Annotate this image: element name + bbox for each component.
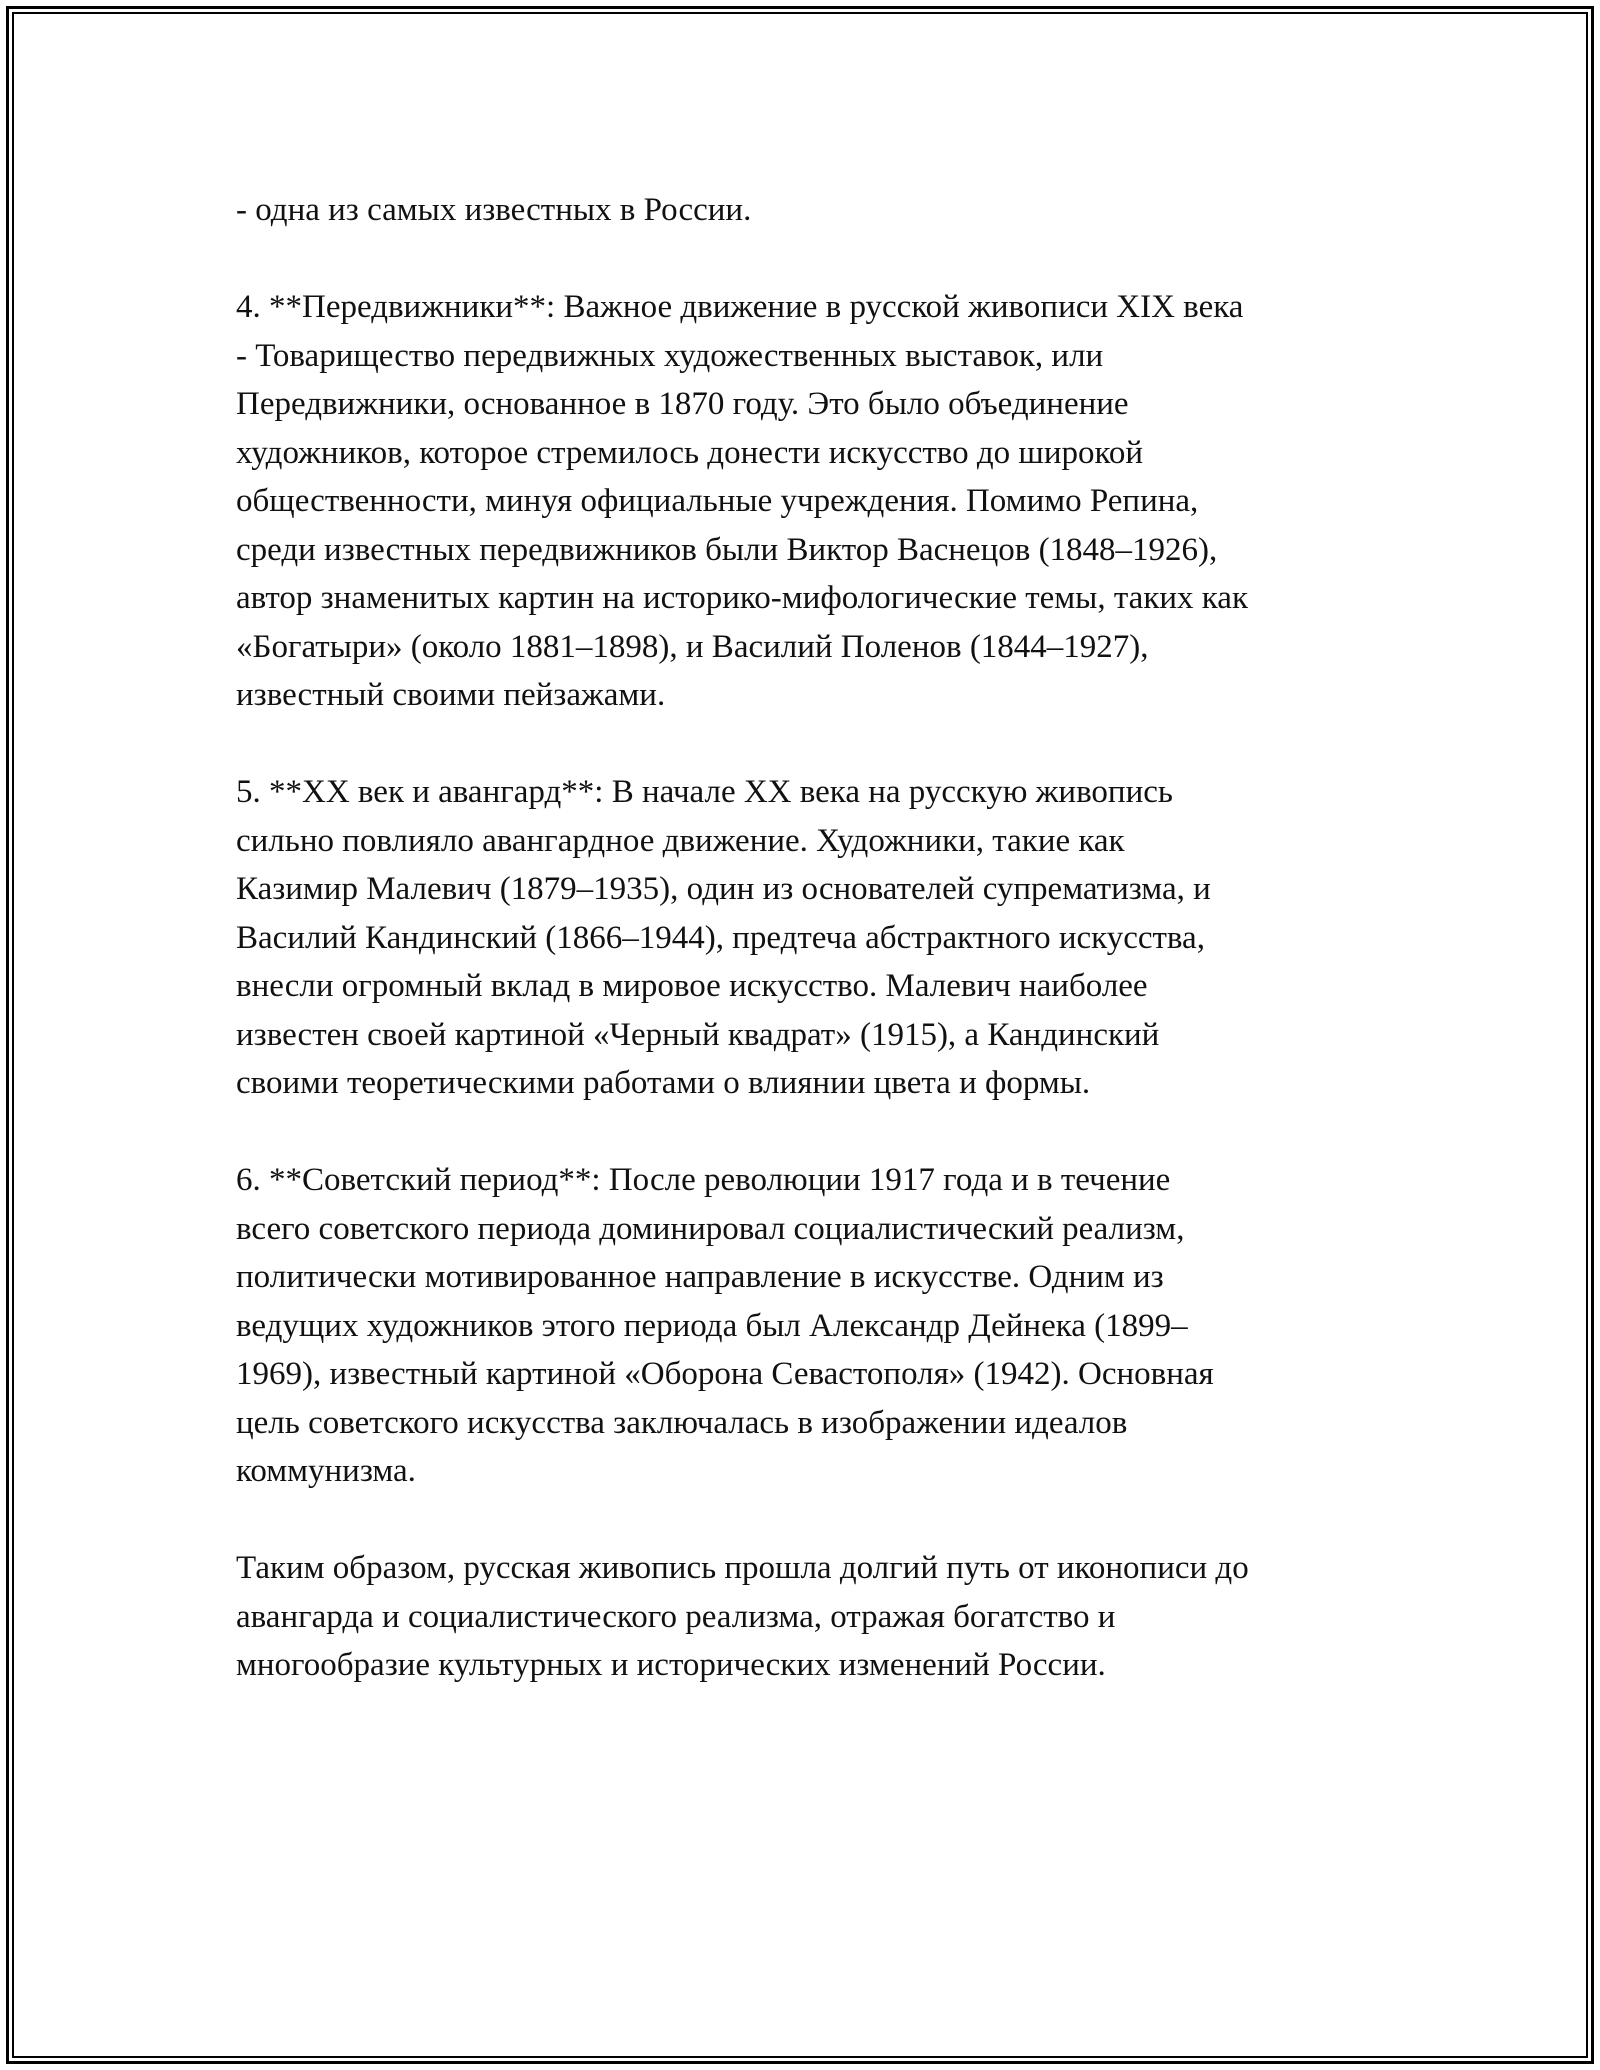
text-line: политически мотивированное направление в искусстве. Одним из xyxy=(236,1259,1164,1295)
text-line: многообразие культурных и исторических изменений России. xyxy=(236,1647,1106,1683)
text-line: - Товарищество передвижных художественных выставок, или xyxy=(236,337,1104,374)
paragraph-soviet-period xyxy=(236,1156,1386,1496)
text-line: Василий Кандинский (1866–1944), предтеча абстрактного искусства, xyxy=(236,919,1205,956)
text-line: автор знаменитых картин на историко-мифологические темы, таких как xyxy=(236,580,1248,616)
paragraph-gap xyxy=(236,720,1386,769)
text-line: ведущих художников этого периода был Александр Дейнека (1899– xyxy=(236,1307,1188,1344)
text-line: - одна из самых известных в России. xyxy=(236,192,752,228)
text-line: 5. **XX век и авангард**: В начале XX века на русскую живопись xyxy=(236,774,1173,810)
text-line: всего советского периода доминировал социалистический реализм, xyxy=(236,1210,1185,1247)
text-line: своими теоретическими работами о влиянии цвета и формы. xyxy=(236,1065,1091,1101)
text-line: Казимир Малевич (1879–1935), один из основателей супрематизма, и xyxy=(236,871,1211,907)
text-line: среди известных передвижников были Виктор Васнецов (1848–1926), xyxy=(236,531,1218,568)
text-line: цель советского искусства заключалась в изображении идеалов xyxy=(236,1404,1128,1441)
text-line: коммунизма. xyxy=(236,1453,416,1489)
paragraph-conclusion xyxy=(236,1544,1386,1690)
text-line: сильно повлияло авангардное движение. Художники, такие как xyxy=(236,822,1125,859)
text-line: 4. **Передвижники**: Важное движение в русской живописи XIX века xyxy=(236,289,1244,325)
paragraph-intro-tail xyxy=(236,186,1386,235)
text-line: «Богатыри» (около 1881–1898), и Василий Поленов (1844–1927), xyxy=(236,628,1149,665)
paragraph-peredvizhniki xyxy=(236,283,1386,720)
text-line: 6. **Советский период**: После революции 1917 года и в течение xyxy=(236,1162,1171,1198)
text-line: 1969), известный картиной «Оборона Севастополя» (1942). Основная xyxy=(236,1356,1214,1392)
text-line: авангарда и социалистического реализма, отражая богатство и xyxy=(236,1598,1116,1635)
paragraph-gap xyxy=(236,235,1386,284)
document-body xyxy=(236,186,1386,1690)
text-line: художников, которое стремилось донести искусство до широкой xyxy=(236,434,1144,471)
paragraph-gap xyxy=(236,1496,1386,1545)
text-line: известен своей картиной «Черный квадрат» (1915), а Кандинский xyxy=(236,1016,1160,1053)
text-line: общественности, минуя официальные учреждения. Помимо Репина, xyxy=(236,483,1199,519)
paragraph-gap xyxy=(236,1108,1386,1157)
paragraph-avant-garde xyxy=(236,768,1386,1108)
text-line: внесли огромный вклад в мировое искусство. Малевич наиболее xyxy=(236,968,1148,1004)
text-line: известный своими пейзажами. xyxy=(236,677,666,713)
text-line: Таким образом, русская живопись прошла долгий путь от иконописи до xyxy=(236,1550,1249,1586)
text-line: Передвижники, основанное в 1870 году. Это было объединение xyxy=(236,386,1129,422)
